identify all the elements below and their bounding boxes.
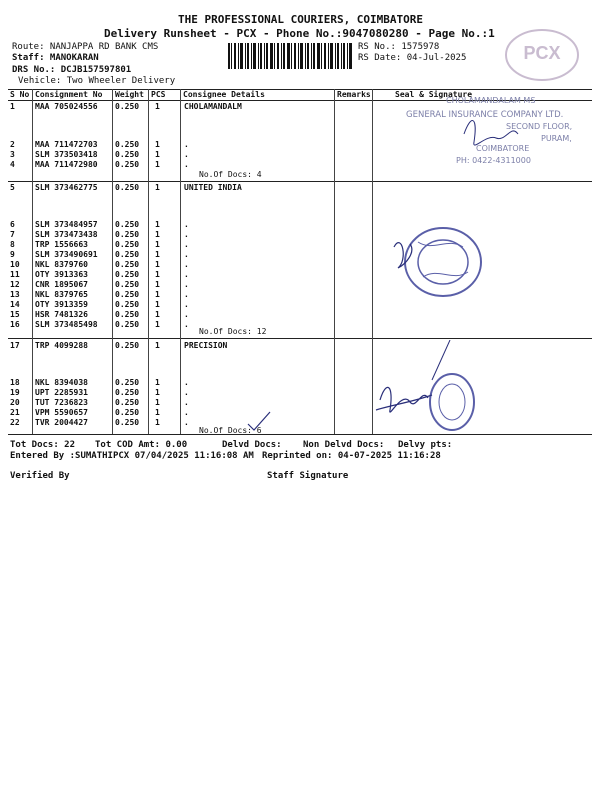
col-weight: Weight bbox=[115, 90, 144, 99]
tick-mark bbox=[246, 410, 272, 432]
row-sno: 2 bbox=[10, 140, 15, 149]
row-consignment: NKL 8379760 bbox=[35, 260, 88, 269]
row-weight: 0.250 bbox=[115, 341, 140, 350]
row-consignment: NKL 8379765 bbox=[35, 290, 88, 299]
pcx-logo bbox=[500, 25, 584, 85]
row-details: . bbox=[184, 320, 189, 329]
row-details: . bbox=[184, 290, 189, 299]
row-pcs: 1 bbox=[155, 220, 160, 229]
table-row bbox=[0, 408, 600, 418]
row-consignment: NKL 8394038 bbox=[35, 378, 88, 387]
vehicle-label: Vehicle: Two Wheeler Delivery bbox=[18, 76, 176, 86]
row-sno: 16 bbox=[10, 320, 20, 329]
row-sno: 8 bbox=[10, 240, 15, 249]
row-consignment: SLM 373462775 bbox=[35, 183, 98, 192]
seal-line: CHOLAMANDALAM MS bbox=[446, 96, 536, 105]
table-row bbox=[0, 220, 600, 230]
row-pcs: 1 bbox=[155, 270, 160, 279]
row-pcs: 1 bbox=[155, 240, 160, 249]
table-row bbox=[0, 290, 600, 300]
table-row bbox=[0, 280, 600, 290]
row-weight: 0.250 bbox=[115, 280, 140, 289]
row-weight: 0.250 bbox=[115, 260, 140, 269]
row-details: . bbox=[184, 408, 189, 417]
row-weight: 0.250 bbox=[115, 140, 140, 149]
runsheet-subtitle: Delivery Runsheet - PCX - Phone No.:9047080280 - Page No.:1 bbox=[104, 27, 495, 40]
row-pcs: 1 bbox=[155, 183, 160, 192]
verified-by: Verified By bbox=[10, 471, 70, 481]
col-sno: S No bbox=[10, 90, 30, 99]
row-sno: 11 bbox=[10, 270, 20, 279]
row-details: . bbox=[184, 388, 189, 397]
seal-line: PURAM, bbox=[541, 134, 572, 143]
row-weight: 0.250 bbox=[115, 408, 140, 417]
row-details: . bbox=[184, 280, 189, 289]
total-cod-amount: Tot COD Amt: 0.00 bbox=[95, 440, 188, 450]
delivered-docs: Delvd Docs: bbox=[222, 440, 282, 450]
row-pcs: 1 bbox=[155, 102, 160, 111]
seal-line: PH: 0422-4311000 bbox=[456, 156, 531, 165]
row-sno: 1 bbox=[10, 102, 15, 111]
row-sno: 13 bbox=[10, 290, 20, 299]
row-pcs: 1 bbox=[155, 280, 160, 289]
row-sno: 12 bbox=[10, 280, 20, 289]
row-pcs: 1 bbox=[155, 398, 160, 407]
table-row bbox=[0, 250, 600, 260]
row-consignment: HSR 7481326 bbox=[35, 310, 88, 319]
pcx-logo-text: PCX bbox=[523, 43, 561, 63]
table-row bbox=[0, 398, 600, 408]
seal-line: SECOND FLOOR, bbox=[506, 122, 573, 131]
row-details: . bbox=[184, 150, 189, 159]
row-pcs: 1 bbox=[155, 341, 160, 350]
row-weight: 0.250 bbox=[115, 160, 140, 169]
row-sno: 18 bbox=[10, 378, 20, 387]
row-pcs: 1 bbox=[155, 290, 160, 299]
precision-seal-stamp bbox=[372, 340, 482, 435]
row-weight: 0.250 bbox=[115, 290, 140, 299]
row-consignment: TRP 1556663 bbox=[35, 240, 88, 249]
row-consignment: OTY 3913359 bbox=[35, 300, 88, 309]
table-row bbox=[0, 230, 600, 240]
table-row bbox=[0, 341, 600, 351]
row-consignment: SLM 373484957 bbox=[35, 220, 98, 229]
row-details: . bbox=[184, 140, 189, 149]
row-weight: 0.250 bbox=[115, 270, 140, 279]
table-row bbox=[0, 388, 600, 398]
row-consignment: CNR 1895067 bbox=[35, 280, 88, 289]
delivery-points: Delvy pts: bbox=[398, 440, 453, 450]
row-pcs: 1 bbox=[155, 388, 160, 397]
row-details: . bbox=[184, 240, 189, 249]
row-sno: 5 bbox=[10, 183, 15, 192]
col-remarks: Remarks bbox=[337, 90, 371, 99]
route-label: Route: NANJAPPA RD BANK CMS bbox=[12, 42, 159, 52]
row-pcs: 1 bbox=[155, 160, 160, 169]
row-pcs: 1 bbox=[155, 310, 160, 319]
table-row bbox=[0, 378, 600, 388]
table-row bbox=[0, 270, 600, 280]
row-sno: 20 bbox=[10, 398, 20, 407]
row-weight: 0.250 bbox=[115, 102, 140, 111]
row-sno: 3 bbox=[10, 150, 15, 159]
row-pcs: 1 bbox=[155, 300, 160, 309]
row-pcs: 1 bbox=[155, 150, 160, 159]
row-weight: 0.250 bbox=[115, 183, 140, 192]
row-details: . bbox=[184, 160, 189, 169]
table-row bbox=[0, 240, 600, 250]
row-pcs: 1 bbox=[155, 260, 160, 269]
row-consignment: UPT 2285931 bbox=[35, 388, 88, 397]
table-row bbox=[0, 260, 600, 270]
row-pcs: 1 bbox=[155, 418, 160, 427]
row-consignment: SLM 373490691 bbox=[35, 250, 98, 259]
row-consignment: MAA 705024556 bbox=[35, 102, 98, 111]
row-weight: 0.250 bbox=[115, 310, 140, 319]
table-row bbox=[0, 183, 600, 193]
row-details: . bbox=[184, 230, 189, 239]
row-details: . bbox=[184, 220, 189, 229]
row-consignment: VPM 5590657 bbox=[35, 408, 88, 417]
seal-line: COIMBATORE bbox=[476, 144, 530, 153]
row-pcs: 1 bbox=[155, 378, 160, 387]
drs-number: DRS No.: DCJB157597801 bbox=[12, 65, 132, 75]
row-sno: 19 bbox=[10, 388, 20, 397]
row-weight: 0.250 bbox=[115, 240, 140, 249]
row-weight: 0.250 bbox=[115, 388, 140, 397]
row-weight: 0.250 bbox=[115, 250, 140, 259]
row-pcs: 1 bbox=[155, 408, 160, 417]
row-pcs: 1 bbox=[155, 230, 160, 239]
rs-date: RS Date: 04-Jul-2025 bbox=[358, 53, 467, 63]
row-sno: 15 bbox=[10, 310, 20, 319]
signature-scribble bbox=[376, 94, 590, 166]
row-consignment: MAA 711472980 bbox=[35, 160, 98, 169]
row-sno: 6 bbox=[10, 220, 15, 229]
row-consignment: SLM 373503418 bbox=[35, 150, 98, 159]
row-details: CHOLAMANDALM bbox=[184, 102, 242, 111]
row-consignment: SLM 373473438 bbox=[35, 230, 98, 239]
staff-signature: Staff Signature bbox=[267, 471, 349, 481]
table-row bbox=[0, 310, 600, 320]
col-consignment: Consignment No bbox=[35, 90, 103, 99]
row-details: . bbox=[184, 418, 189, 427]
row-consignment: TUT 7236823 bbox=[35, 398, 88, 407]
col-seal: Seal & Signature bbox=[395, 90, 473, 99]
barcode-image bbox=[228, 43, 352, 69]
row-sno: 17 bbox=[10, 341, 20, 350]
group-docs-count bbox=[0, 426, 600, 436]
row-sno: 22 bbox=[10, 418, 20, 427]
row-weight: 0.250 bbox=[115, 230, 140, 239]
row-details: . bbox=[184, 270, 189, 279]
non-delivered-docs: Non Delvd Docs: bbox=[303, 440, 385, 450]
row-consignment: TRP 4099288 bbox=[35, 341, 88, 350]
row-weight: 0.250 bbox=[115, 300, 140, 309]
round-seal-stamp bbox=[388, 222, 488, 302]
group-docs-count bbox=[0, 170, 600, 180]
row-consignment: TVR 2004427 bbox=[35, 418, 88, 427]
row-sno: 14 bbox=[10, 300, 20, 309]
seal-line: GENERAL INSURANCE COMPANY LTD. bbox=[406, 110, 564, 120]
row-sno: 9 bbox=[10, 250, 15, 259]
row-sno: 21 bbox=[10, 408, 20, 417]
row-details: . bbox=[184, 250, 189, 259]
row-details: . bbox=[184, 378, 189, 387]
total-docs: Tot Docs: 22 bbox=[10, 440, 76, 450]
staff-label: Staff: MANOKARAN bbox=[12, 53, 99, 63]
docs-count-text: No.Of Docs: 6 bbox=[199, 426, 262, 435]
table-row bbox=[0, 300, 600, 310]
rs-number: RS No.: 1575978 bbox=[358, 42, 440, 52]
row-consignment: MAA 711472703 bbox=[35, 140, 98, 149]
col-pcs: PCS bbox=[151, 90, 166, 99]
company-title: THE PROFESSIONAL COURIERS, COIMBATORE bbox=[178, 13, 424, 26]
row-details: PRECISION bbox=[184, 341, 228, 350]
row-details: . bbox=[184, 260, 189, 269]
row-sno: 10 bbox=[10, 260, 20, 269]
company-seal-stamp bbox=[376, 94, 590, 166]
row-weight: 0.250 bbox=[115, 150, 140, 159]
row-weight: 0.250 bbox=[115, 398, 140, 407]
docs-count-text: No.Of Docs: 12 bbox=[199, 327, 267, 336]
row-details: UNITED INDIA bbox=[184, 183, 242, 192]
entered-by: Entered By :SUMATHIPCX 07/04/2025 11:16:08 AM bbox=[10, 451, 254, 461]
group-divider bbox=[8, 181, 592, 182]
row-consignment: OTY 3913363 bbox=[35, 270, 88, 279]
row-weight: 0.250 bbox=[115, 320, 140, 329]
row-details: . bbox=[184, 300, 189, 309]
docs-count-text: No.Of Docs: 4 bbox=[199, 170, 262, 179]
reprinted-on: Reprinted on: 04-07-2025 11:16:28 bbox=[262, 451, 441, 461]
group-docs-count bbox=[0, 327, 600, 337]
row-weight: 0.250 bbox=[115, 418, 140, 427]
row-details: . bbox=[184, 310, 189, 319]
row-pcs: 1 bbox=[155, 320, 160, 329]
col-consignee: Consignee Details bbox=[183, 90, 265, 99]
row-weight: 0.250 bbox=[115, 220, 140, 229]
row-pcs: 1 bbox=[155, 250, 160, 259]
row-weight: 0.250 bbox=[115, 378, 140, 387]
row-sno: 7 bbox=[10, 230, 15, 239]
row-pcs: 1 bbox=[155, 140, 160, 149]
group-divider bbox=[8, 338, 592, 339]
row-details: . bbox=[184, 398, 189, 407]
row-sno: 4 bbox=[10, 160, 15, 169]
row-consignment: SLM 373485498 bbox=[35, 320, 98, 329]
